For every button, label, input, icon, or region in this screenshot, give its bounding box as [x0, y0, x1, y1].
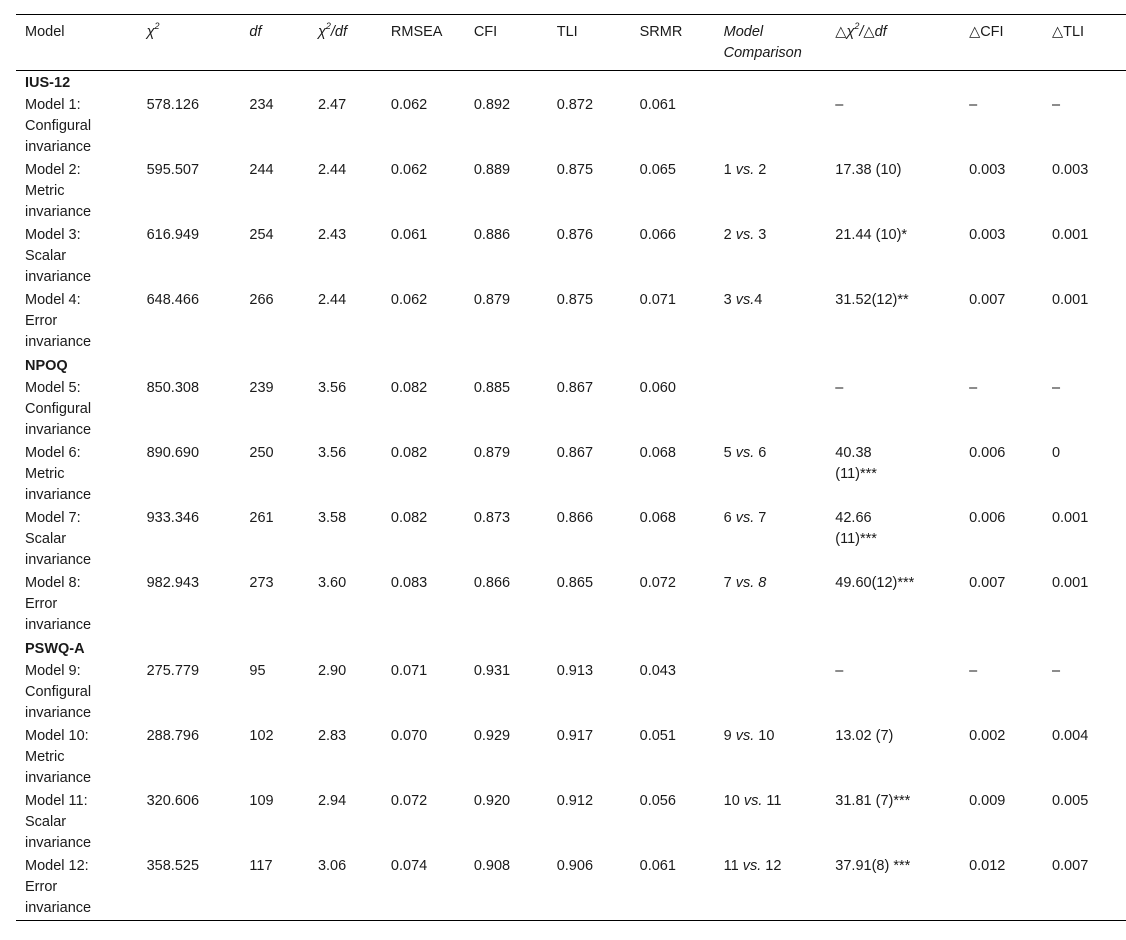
model-suffix: invariance: [25, 204, 92, 220]
model-type: Metric: [25, 466, 65, 482]
cell-model-comparison: [715, 507, 827, 572]
comparison-vs: vs. 8: [735, 575, 767, 591]
cell-delta-cfi: 0.002: [969, 728, 1006, 744]
cell-model-comparison: [715, 224, 827, 289]
comparison-vs: vs.: [735, 292, 755, 308]
cell-model: [16, 660, 138, 725]
cell-df: 109: [249, 793, 274, 809]
cell-chi2: 595.507: [146, 162, 200, 178]
group-header-row: [16, 637, 1126, 660]
cell-delta-chi2: [826, 790, 960, 855]
cell-df: 273: [249, 575, 274, 591]
comparison-from: 3: [723, 292, 736, 308]
cell-delta-tli: 0.001: [1051, 510, 1089, 526]
group-label: NPOQ: [25, 358, 68, 374]
model-type: Error: [25, 313, 58, 329]
cell-model: [16, 94, 138, 159]
table-row: [16, 507, 1126, 572]
cell-chi2: 648.466: [146, 292, 200, 308]
invariance-table: [16, 14, 1126, 921]
cell-rmsea: 0.072: [390, 793, 428, 809]
comparison-from: 9: [723, 728, 736, 744]
cell-delta-chi2: [826, 660, 960, 725]
cell-srmr: 0.051: [639, 728, 676, 744]
cell-delta-cfi: 0.007: [969, 575, 1006, 591]
cell-rmsea: 0.071: [390, 663, 428, 679]
cell-chi2: 275.779: [146, 663, 200, 679]
model-type: Scalar: [25, 531, 67, 547]
model-suffix: invariance: [25, 617, 92, 633]
cell-chi2df: 3.56: [317, 380, 347, 396]
header-model-comparison: Model Comparison: [723, 24, 802, 61]
cell-cfi: 0.929: [473, 728, 511, 744]
cell-model: [16, 224, 138, 289]
cell-model: [16, 790, 138, 855]
cell-model: [16, 507, 138, 572]
table-header: [16, 15, 1126, 71]
header-tli: TLI: [556, 24, 578, 40]
cell-cfi: 0.879: [473, 445, 511, 461]
comparison-vs: vs.: [735, 227, 755, 243]
table-row: [16, 855, 1126, 921]
cell-df: 254: [249, 227, 274, 243]
cell-srmr: 0.068: [639, 445, 676, 461]
header-cfi: CFI: [473, 24, 498, 40]
cell-rmsea: 0.083: [390, 575, 428, 591]
cell-delta-cfi: –: [969, 380, 978, 396]
delta-chi2-value: –: [835, 380, 844, 396]
cell-chi2: 850.308: [146, 380, 200, 396]
delta-chi2-value: 49.60(12)***: [835, 575, 915, 591]
cell-cfi: 0.889: [473, 162, 511, 178]
cell-srmr: 0.066: [639, 227, 676, 243]
model-type: Configural: [25, 118, 92, 134]
cell-chi2: 320.606: [146, 793, 200, 809]
cell-tli: 0.917: [556, 728, 594, 744]
cell-tli: 0.866: [556, 510, 594, 526]
model-suffix: invariance: [25, 900, 92, 916]
cell-delta-tli: 0.001: [1051, 575, 1089, 591]
cell-rmsea: 0.062: [390, 292, 428, 308]
cell-delta-tli: 0.001: [1051, 292, 1089, 308]
header-chi2: $\chi^2$: [146, 21, 160, 40]
cell-tli: 0.913: [556, 663, 594, 679]
table-row: [16, 790, 1126, 855]
cell-df: 95: [249, 663, 266, 679]
model-suffix: invariance: [25, 552, 92, 568]
cell-df: 266: [249, 292, 274, 308]
cell-rmsea: 0.062: [390, 162, 428, 178]
cell-tli: 0.867: [556, 445, 594, 461]
cell-cfi: 0.866: [473, 575, 511, 591]
cell-df: 244: [249, 162, 274, 178]
cell-cfi: 0.908: [473, 858, 511, 874]
cell-model-comparison: [715, 790, 827, 855]
table-body: [16, 71, 1126, 921]
cell-rmsea: 0.082: [390, 380, 428, 396]
comparison-from: 7: [723, 575, 736, 591]
group-label: PSWQ-A: [25, 641, 85, 657]
cell-df: 250: [249, 445, 274, 461]
cell-delta-tli: 0.004: [1051, 728, 1089, 744]
delta-chi2-value: 40.38: [835, 445, 872, 461]
cell-delta-cfi: 0.006: [969, 510, 1006, 526]
comparison-from: 6: [723, 510, 736, 526]
cell-delta-chi2: [826, 442, 960, 507]
model-suffix: invariance: [25, 770, 92, 786]
delta-chi2-value: 37.91(8) ***: [835, 858, 911, 874]
comparison-from: 1: [723, 162, 736, 178]
header-delta-tli: △TLI: [1051, 24, 1085, 40]
cell-chi2: 982.943: [146, 575, 200, 591]
cell-delta-cfi: 0.009: [969, 793, 1006, 809]
model-suffix: invariance: [25, 269, 92, 285]
cell-model-comparison: [715, 94, 827, 159]
cell-delta-tli: 0.005: [1051, 793, 1089, 809]
cell-delta-cfi: 0.003: [969, 162, 1006, 178]
model-suffix: invariance: [25, 835, 92, 851]
cell-delta-chi2: [826, 224, 960, 289]
cell-rmsea: 0.070: [390, 728, 428, 744]
cell-cfi: 0.873: [473, 510, 511, 526]
cell-delta-tli: 0.003: [1051, 162, 1089, 178]
delta-chi2-value: 42.66: [835, 510, 872, 526]
table-row: [16, 725, 1126, 790]
cell-model: [16, 572, 138, 637]
comparison-from: 5: [723, 445, 736, 461]
comparison-from: 10: [723, 793, 744, 809]
cell-df: 102: [249, 728, 274, 744]
cell-chi2: 358.525: [146, 858, 200, 874]
delta-chi2-df: (11)***: [835, 531, 877, 547]
cell-srmr: 0.061: [639, 97, 676, 113]
cell-model-comparison: [715, 159, 827, 224]
cell-df: 261: [249, 510, 274, 526]
model-label: Model 3:: [25, 227, 81, 243]
model-type: Metric: [25, 183, 65, 199]
cell-srmr: 0.072: [639, 575, 676, 591]
cell-tli: 0.906: [556, 858, 594, 874]
table-row: [16, 94, 1126, 159]
cell-delta-chi2: [826, 855, 960, 921]
group-header-row: [16, 71, 1126, 95]
cell-chi2df: 2.44: [317, 162, 347, 178]
comparison-vs: vs.: [735, 445, 755, 461]
table-row: [16, 289, 1126, 354]
cell-df: 117: [249, 858, 273, 874]
model-type: Configural: [25, 401, 92, 417]
cell-tli: 0.876: [556, 227, 594, 243]
cell-delta-tli: –: [1051, 663, 1061, 679]
delta-chi2-value: 17.38 (10): [835, 162, 902, 178]
cell-model: [16, 377, 138, 442]
comparison-to: 4: [754, 292, 763, 308]
cell-cfi: 0.885: [473, 380, 511, 396]
cell-df: 239: [249, 380, 274, 396]
comparison-vs: vs.: [735, 510, 755, 526]
cell-rmsea: 0.082: [390, 510, 428, 526]
cell-chi2df: 2.94: [317, 793, 347, 809]
cell-cfi: 0.920: [473, 793, 511, 809]
cell-delta-tli: –: [1051, 380, 1061, 396]
cell-tli: 0.872: [556, 97, 594, 113]
cell-delta-tli: –: [1051, 97, 1061, 113]
cell-cfi: 0.931: [473, 663, 511, 679]
cell-chi2df: 2.90: [317, 663, 347, 679]
comparison-vs: vs.: [735, 162, 755, 178]
table-row: [16, 159, 1126, 224]
comparison-to: 12: [761, 858, 782, 874]
model-type: Scalar: [25, 248, 67, 264]
cell-delta-cfi: –: [969, 663, 978, 679]
cell-chi2: 933.346: [146, 510, 200, 526]
comparison-vs: vs.: [735, 728, 755, 744]
cell-srmr: 0.071: [639, 292, 676, 308]
cell-rmsea: 0.062: [390, 97, 428, 113]
cell-cfi: 0.892: [473, 97, 511, 113]
cell-delta-chi2: [826, 377, 960, 442]
cell-delta-tli: 0.007: [1051, 858, 1089, 874]
cell-model: [16, 289, 138, 354]
cell-model-comparison: [715, 855, 827, 921]
header-row: [16, 15, 1126, 71]
cell-delta-cfi: –: [969, 97, 978, 113]
cell-tli: 0.912: [556, 793, 594, 809]
comparison-to: 3: [754, 227, 767, 243]
model-label: Model 12:: [25, 858, 89, 874]
cell-chi2df: 3.06: [317, 858, 347, 874]
model-type: Configural: [25, 684, 92, 700]
table-row: [16, 660, 1126, 725]
cell-chi2df: 3.56: [317, 445, 347, 461]
cell-chi2df: 2.83: [317, 728, 347, 744]
cell-tli: 0.875: [556, 292, 594, 308]
group-header-row: [16, 354, 1126, 377]
cell-model-comparison: [715, 377, 827, 442]
delta-chi2-value: 31.52(12)**: [835, 292, 909, 308]
model-suffix: invariance: [25, 334, 92, 350]
cell-df: 234: [249, 97, 274, 113]
model-label: Model 5:: [25, 380, 81, 396]
comparison-to: 7: [754, 510, 767, 526]
cell-cfi: 0.886: [473, 227, 511, 243]
model-suffix: invariance: [25, 139, 92, 155]
cell-model: [16, 725, 138, 790]
cell-delta-cfi: 0.007: [969, 292, 1006, 308]
cell-srmr: 0.056: [639, 793, 676, 809]
header-df: df: [249, 24, 262, 40]
header-chi2-df: $\chi^2/df$: [317, 21, 348, 40]
delta-chi2-value: 13.02 (7): [835, 728, 894, 744]
delta-chi2-value: –: [835, 663, 844, 679]
comparison-from: 11: [723, 858, 743, 874]
cell-delta-chi2: [826, 159, 960, 224]
delta-chi2-value: –: [835, 97, 844, 113]
cell-chi2df: 3.58: [317, 510, 347, 526]
model-type: Error: [25, 879, 58, 895]
cell-srmr: 0.043: [639, 663, 676, 679]
model-label: Model 2:: [25, 162, 81, 178]
cell-model-comparison: [715, 289, 827, 354]
model-label: Model 6:: [25, 445, 81, 461]
comparison-vs: vs.: [742, 858, 762, 874]
cell-model: [16, 159, 138, 224]
model-label: Model 11:: [25, 793, 88, 809]
header-model: Model: [25, 24, 65, 40]
cell-chi2df: 2.44: [317, 292, 347, 308]
comparison-to: 2: [754, 162, 767, 178]
cell-chi2: 288.796: [146, 728, 200, 744]
cell-delta-cfi: 0.006: [969, 445, 1006, 461]
cell-srmr: 0.065: [639, 162, 676, 178]
cell-model: [16, 855, 138, 921]
cell-rmsea: 0.074: [390, 858, 428, 874]
header-srmr: SRMR: [639, 24, 683, 40]
cell-tli: 0.867: [556, 380, 594, 396]
comparison-to: 11: [762, 793, 782, 809]
comparison-vs: vs.: [743, 793, 763, 809]
cell-model-comparison: [715, 442, 827, 507]
cell-rmsea: 0.082: [390, 445, 428, 461]
model-type: Scalar: [25, 814, 67, 830]
table-row: [16, 224, 1126, 289]
cell-delta-chi2: [826, 572, 960, 637]
cell-delta-tli: 0: [1051, 445, 1061, 461]
cell-rmsea: 0.061: [390, 227, 428, 243]
comparison-to: 6: [754, 445, 767, 461]
cell-delta-cfi: 0.012: [969, 858, 1006, 874]
header-delta-chi2-df: $\triangle\chi^2/\triangle df$: [835, 21, 887, 40]
model-label: Model 9:: [25, 663, 81, 679]
delta-chi2-df: (11)***: [835, 466, 877, 482]
cell-cfi: 0.879: [473, 292, 511, 308]
header-delta-cfi: △CFI: [969, 24, 1004, 40]
header-rmsea: RMSEA: [390, 24, 443, 40]
table-row: [16, 377, 1126, 442]
cell-chi2: 616.949: [146, 227, 200, 243]
cell-srmr: 0.061: [639, 858, 676, 874]
model-suffix: invariance: [25, 422, 92, 438]
cell-chi2: 578.126: [146, 97, 200, 113]
table-row: [16, 442, 1126, 507]
cell-model-comparison: [715, 572, 827, 637]
cell-model: [16, 442, 138, 507]
cell-chi2df: 2.43: [317, 227, 347, 243]
model-label: Model 7:: [25, 510, 81, 526]
cell-tli: 0.865: [556, 575, 594, 591]
cell-srmr: 0.068: [639, 510, 676, 526]
cell-delta-chi2: [826, 94, 960, 159]
group-label: IUS-12: [25, 75, 71, 91]
cell-model-comparison: [715, 725, 827, 790]
cell-delta-chi2: [826, 289, 960, 354]
comparison-to: 10: [754, 728, 775, 744]
cell-delta-cfi: 0.003: [969, 227, 1006, 243]
model-suffix: invariance: [25, 487, 92, 503]
model-label: Model 1:: [25, 97, 81, 113]
cell-tli: 0.875: [556, 162, 594, 178]
cell-srmr: 0.060: [639, 380, 676, 396]
cell-chi2: 890.690: [146, 445, 200, 461]
cell-delta-chi2: [826, 725, 960, 790]
model-label: Model 4:: [25, 292, 81, 308]
cell-chi2df: 3.60: [317, 575, 347, 591]
cell-model-comparison: [715, 660, 827, 725]
delta-chi2-value: 31.81 (7)***: [835, 793, 911, 809]
delta-chi2-value: 21.44 (10)*: [835, 227, 908, 243]
cell-chi2df: 2.47: [317, 97, 347, 113]
model-label: Model 8:: [25, 575, 81, 591]
model-suffix: invariance: [25, 705, 92, 721]
table-row: [16, 572, 1126, 637]
cell-delta-tli: 0.001: [1051, 227, 1089, 243]
model-label: Model 10:: [25, 728, 89, 744]
comparison-from: 2: [723, 227, 736, 243]
model-type: Error: [25, 596, 58, 612]
cell-delta-chi2: [826, 507, 960, 572]
model-type: Metric: [25, 749, 65, 765]
